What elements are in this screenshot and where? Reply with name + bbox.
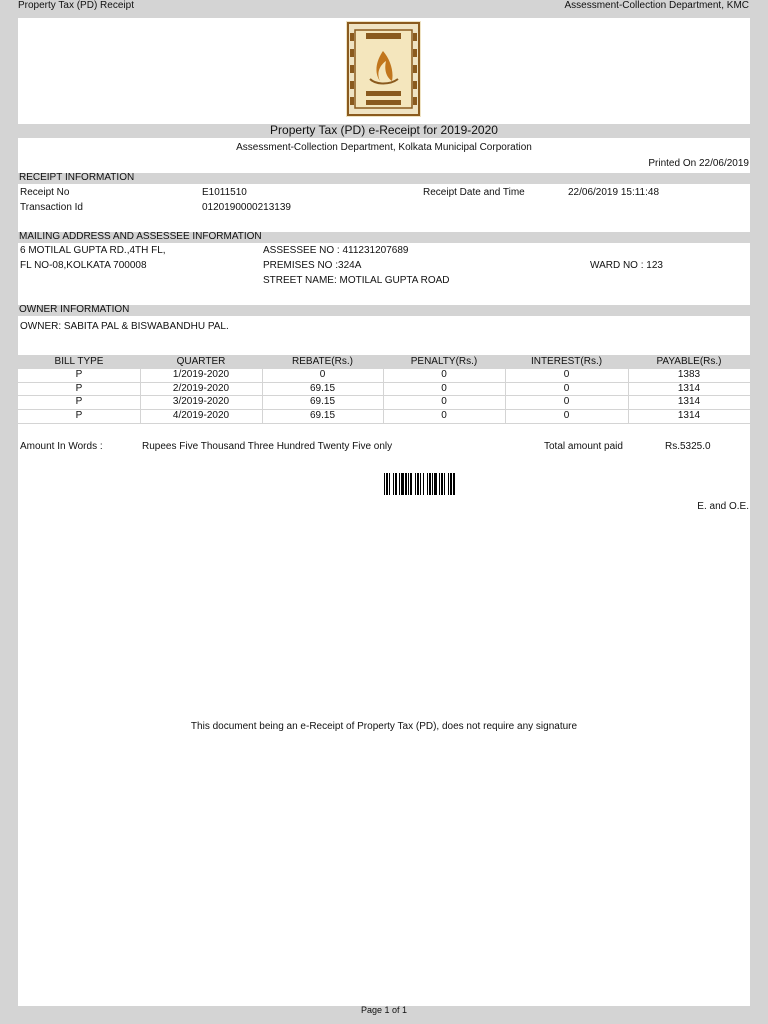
barcode-icon bbox=[384, 473, 481, 495]
table-cell: 1314 bbox=[677, 382, 701, 394]
table-cell: 1/2019-2020 bbox=[172, 369, 230, 380]
table-column-divider bbox=[140, 369, 141, 424]
owner-heading: OWNER INFORMATION bbox=[19, 304, 130, 315]
total-amount-value: Rs.5325.0 bbox=[665, 441, 711, 452]
header-right: Assessment-Collection Department, KMC bbox=[564, 0, 749, 11]
page-title: Property Tax (PD) e-Receipt for 2019-2020 bbox=[270, 123, 498, 137]
assessee-no: ASSESSEE NO : 411231207689 bbox=[263, 245, 409, 256]
table-cell: P bbox=[75, 410, 83, 422]
table-cell: 0 bbox=[441, 382, 447, 394]
table-cell: 69.15 bbox=[309, 410, 336, 422]
total-amount-label: Total amount paid bbox=[544, 441, 623, 452]
kmc-emblem-icon bbox=[346, 21, 421, 117]
table-cell: 0 bbox=[563, 369, 570, 380]
receipt-no-value: E1011510 bbox=[202, 187, 247, 198]
quarter-header: QUARTER bbox=[176, 356, 226, 367]
amount-words-value: Rupees Five Thousand Three Hundred Twenty Five only bbox=[142, 441, 393, 452]
table-cell: 69.15 bbox=[309, 396, 336, 408]
table-cell: 0 bbox=[563, 382, 570, 394]
table-cell: 4/2019-2020 bbox=[172, 410, 230, 422]
table-cell: 0 bbox=[441, 396, 447, 408]
street-name: STREET NAME: MOTILAL GUPTA ROAD bbox=[263, 275, 450, 286]
page-subtitle: Assessment-Collection Department, Kolkata Municipal Corporation bbox=[236, 142, 532, 153]
ward-no: WARD NO : 123 bbox=[590, 260, 663, 271]
address-line-2: FL NO-08,KOLKATA 700008 bbox=[20, 260, 147, 271]
table-cell: 0 bbox=[563, 410, 570, 422]
table-cell: 3/2019-2020 bbox=[172, 396, 230, 408]
mailing-heading: MAILING ADDRESS AND ASSESSEE INFORMATION bbox=[19, 231, 262, 242]
table-cell: 0 bbox=[319, 369, 326, 380]
table-column-divider bbox=[383, 369, 384, 424]
receipt-date-value: 22/06/2019 15:11:48 bbox=[568, 187, 660, 198]
header-left: Property Tax (PD) Receipt bbox=[18, 0, 134, 11]
table-cell: 2/2019-2020 bbox=[172, 382, 230, 394]
amount-words-label: Amount In Words : bbox=[20, 441, 103, 452]
table-cell: 0 bbox=[441, 369, 447, 380]
page-number: Page 1 of 1 bbox=[360, 1005, 408, 1015]
receipt-info-heading: RECEIPT INFORMATION bbox=[19, 172, 135, 183]
premises-no: PREMISES NO :324A bbox=[263, 260, 362, 271]
table-cell: 69.15 bbox=[309, 382, 336, 394]
address-line-1: 6 MOTILAL GUPTA RD.,4TH FL, bbox=[20, 245, 166, 256]
table-cell: 1314 bbox=[677, 396, 701, 408]
table-column-divider bbox=[628, 369, 629, 424]
transaction-id-label: Transaction Id bbox=[20, 202, 83, 213]
receipt-date-label: Receipt Date and Time bbox=[423, 187, 525, 198]
table-cell: P bbox=[75, 382, 83, 394]
eoe-note: E. and O.E. bbox=[697, 501, 749, 512]
table-cell: 0 bbox=[563, 396, 570, 408]
interest-header: INTEREST(Rs.) bbox=[530, 356, 603, 367]
printed-on: Printed On 22/06/2019 bbox=[648, 158, 749, 169]
table-cell: 1314 bbox=[677, 410, 701, 422]
payable-header: PAYABLE(Rs.) bbox=[656, 356, 722, 367]
footer-note: This document being an e-Receipt of Property Tax (PD), does not require any signature bbox=[190, 721, 578, 732]
table-column-divider bbox=[505, 369, 506, 424]
table-column-divider bbox=[262, 369, 263, 424]
table-row-divider bbox=[18, 423, 750, 424]
rebate-header: REBATE(Rs.) bbox=[292, 356, 353, 367]
table-cell: 1383 bbox=[677, 369, 701, 380]
table-cell: P bbox=[75, 396, 83, 408]
receipt-page bbox=[18, 18, 750, 1006]
bill-type-header: BILL TYPE bbox=[54, 356, 104, 367]
table-cell: P bbox=[75, 369, 83, 380]
owner-value: OWNER: SABITA PAL & BISWABANDHU PAL. bbox=[20, 321, 229, 332]
penalty-header: PENALTY(Rs.) bbox=[410, 356, 478, 367]
receipt-no-label: Receipt No bbox=[20, 187, 70, 198]
transaction-id-value: 0120190000213139 bbox=[202, 202, 291, 213]
table-cell: 0 bbox=[441, 410, 447, 422]
